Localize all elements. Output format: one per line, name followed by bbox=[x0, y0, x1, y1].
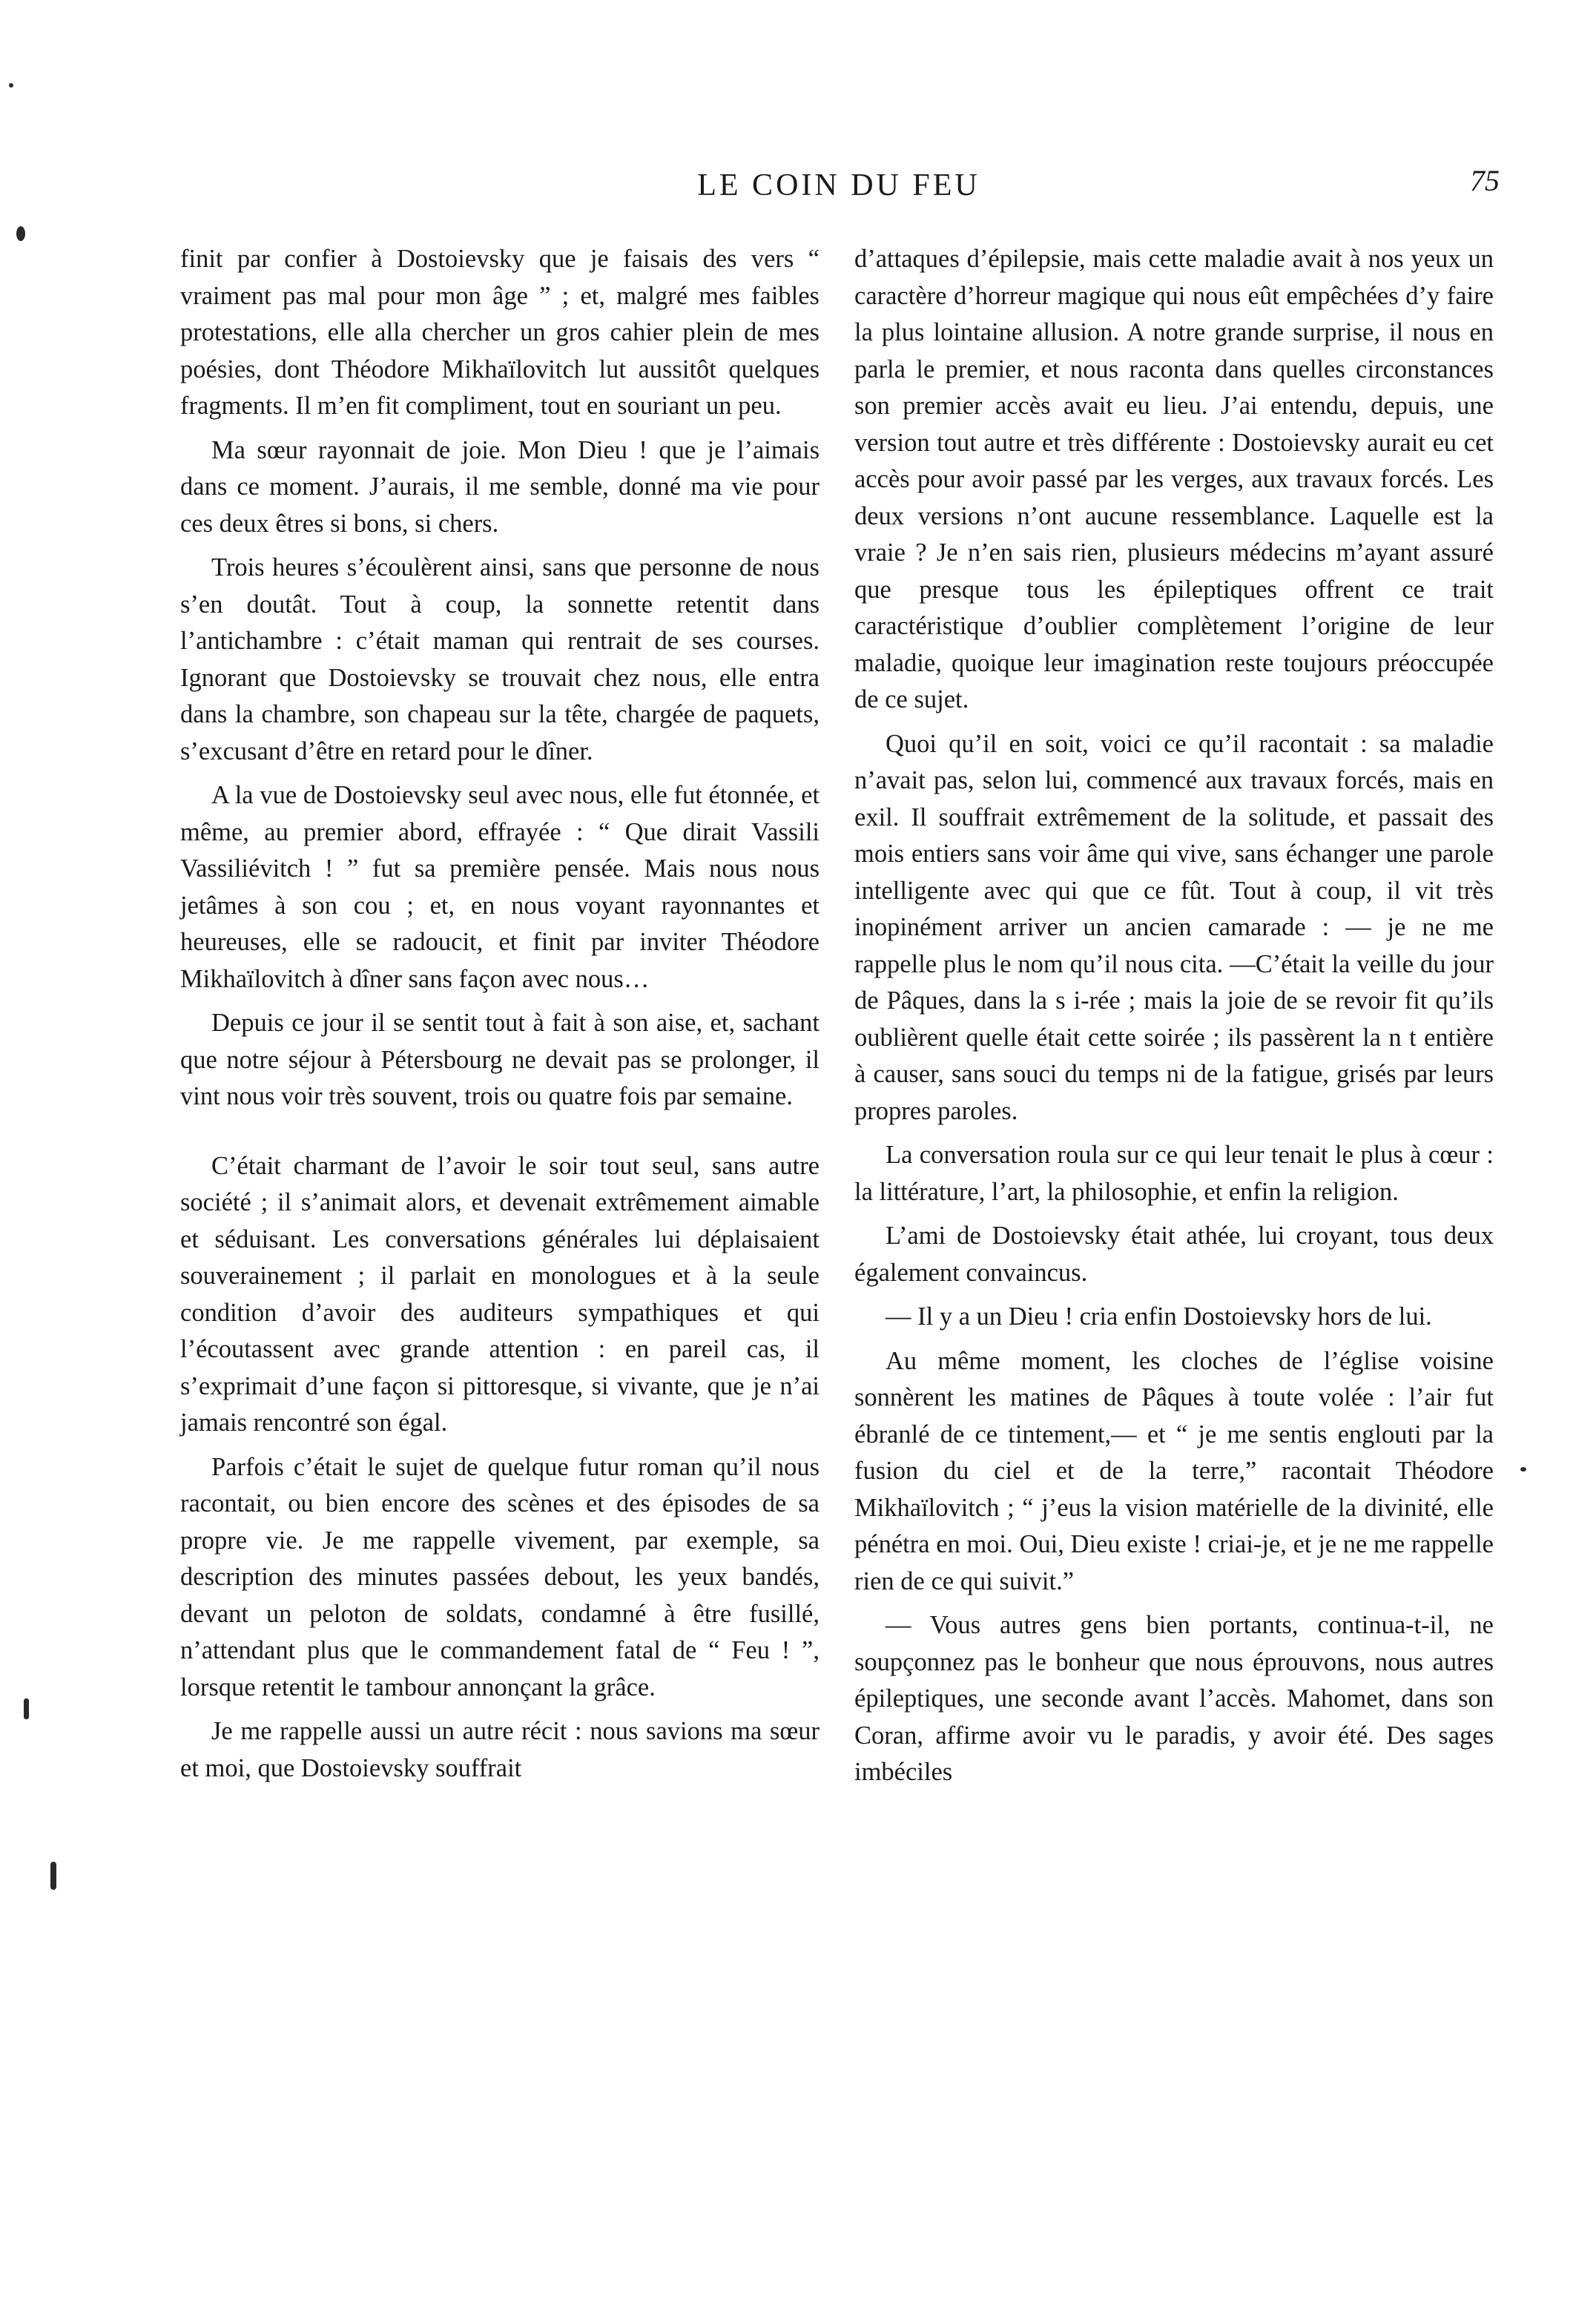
running-header bbox=[178, 164, 1500, 212]
margin-speck bbox=[24, 1698, 29, 1719]
left-column bbox=[180, 241, 820, 1787]
paragraph: Trois heures s’écoulèrent ainsi, sans que personne de nous s’en doutât. Tout à coup, la sonnette retentit dans l’antichambre : c’était maman qui rentrait de ses courses. Ignorant que Dostoievsky se trouvait chez nous, elle entra dans la chambre, son chapeau sur la tête, chargée de paquets, s’excusant d’être en retard pour le dîner. bbox=[180, 553, 820, 765]
paragraph: finit par confier à Dostoievsky que je faisais des vers “ vraiment pas mal pour mon âge ” ; et, malgré mes faibles protestations, elle alla chercher un gros cahier plein de mes poésies, dont Théodore Mikhaïlovitch lut aussitôt quelques fragments. Il m’en fit compliment, tout en souriant un peu. bbox=[180, 245, 820, 420]
margin-speck bbox=[50, 1862, 56, 1890]
paragraph: L’ami de Dostoievsky était athée, lui croyant, tous deux également convaincus. bbox=[854, 1222, 1494, 1287]
paragraph: Parfois c’était le sujet de quelque futur roman qu’il nous racontait, ou bien encore des scènes et des épisodes de sa propre vie. Je me rappelle vivement, par exemple, sa description des minutes passées debout, les yeux bandés, devant un peloton de soldats, condamné à être fusillé, n’attendant plus que le commandement fatal de “ Feu ! ”, lorsque retentit le tambour annonçant la grâce. bbox=[180, 1452, 820, 1701]
paragraph: — Vous autres gens bien portants, continua-t-il, ne soupçonnez pas le bonheur que nous éprouvons, nous autres épileptiques, une seconde avant l’accès. Mahomet, dans son Coran, affirme avoir vu le paradis, y avoir été. Des sages imbéciles bbox=[854, 1611, 1494, 1786]
running-title: LE COIN DU FEU bbox=[697, 168, 980, 202]
paragraph: Au même moment, les cloches de l’église voisine sonnèrent les matines de Pâques à toute volée : l’air fut ébranlé de ce tintement,— et “ je me sentis englouti par la fusion du ciel et de la terre,” racontait Théodore Mikhaïlovitch ; “ j’eus la vision matérielle de la divinité, elle pénétra en moi. Oui, Dieu existe ! criai-je, et je ne me rappelle rien de ce qui suivit.” bbox=[854, 1346, 1494, 1595]
margin-speck bbox=[9, 83, 13, 88]
margin-speck bbox=[1520, 1467, 1526, 1472]
paragraph: La conversation roula sur ce qui leur tenait le plus à cœur : la littérature, l’art, la philosophie, et enfin la religion. bbox=[854, 1141, 1494, 1206]
paragraph: Quoi qu’il en soit, voici ce qu’il racontait : sa maladie n’avait pas, selon lui, commencé aux travaux forcés, mais en exil. Il souffrait extrêmement de la solitude, et passait des mois entiers sans voir âme qui vive, sans échanger une parole intelligente avec qui que ce fût. Tout à coup, il vit très inopinément arriver un ancien camarade : — je ne me rappelle plus le nom qu’il nous cita. —C’était la veille du jour de Pâques, dans la s i-rée ; mais la joie de se revoir fit qu’ils oublièrent quelle était cette soirée ; ils passèrent la n t entière à causer, sans souci du temps ni de la fatigue, grisés par leurs propres paroles. bbox=[854, 729, 1494, 1125]
right-column bbox=[854, 241, 1494, 1791]
page-number: 75 bbox=[1470, 164, 1500, 197]
paragraph: C’était charmant de l’avoir le soir tout seul, sans autre société ; il s’animait alors, et devenait extrêmement aimable et séduisant. Les conversations générales lui déplaisaient souverainement ; il parlait en monologues et à la seule condition d’avoir des auditeurs sympathiques et qui l’écoutassent avec grande attention : en pareil cas, il s’exprimait d’une façon si pittoresque, si vivante, que je n’ai jamais rencontré son égal. bbox=[180, 1151, 820, 1437]
paragraph: Ma sœur rayonnait de joie. Mon Dieu ! que je l’aimais dans ce moment. J’aurais, il me semble, donné ma vie pour ces deux êtres si bons, si chers. bbox=[180, 435, 820, 538]
paragraph: A la vue de Dostoievsky seul avec nous, elle fut étonnée, et même, au premier abord, effrayée : “ Que dirait Vassili Vassiliévitch ! ” fut sa première pensée. Mais nous nous jetâmes à son cou ; et, en nous voyant rayonnantes et heureuses, elle se radoucit, et finit par inviter Théodore Mikhaïlovitch à dîner sans façon avec nous… bbox=[180, 781, 820, 993]
paragraph: Je me rappelle aussi un autre récit : nous savions ma sœur et moi, que Dostoievsky souffrait bbox=[180, 1717, 820, 1782]
margin-speck bbox=[16, 226, 25, 241]
paragraph: d’attaques d’épilepsie, mais cette maladie avait à nos yeux un caractère d’horreur magique qui nous eût empêchées d’y faire la plus lointaine allusion. A notre grande surprise, il nous en parla le premier, et nous raconta dans quelles circonstances son premier accès avait eu lieu. J’ai entendu, depuis, une version tout autre et très différente : Dostoievsky aurait eu cet accès pour avoir passé par les verges, aux travaux forcés. Les deux versions n’ont aucune ressemblance. Laquelle est la vraie ? Je n’en sais rien, plusieurs médecins m’ayant assuré que presque tous les épileptiques offrent ce trait caractéristique d’oublier complètement l’origine de leur maladie, quoique leur imagination reste toujours préoccupée de ce sujet. bbox=[854, 245, 1494, 714]
paragraph: Depuis ce jour il se sentit tout à fait à son aise, et, sachant que notre séjour à Pétersbourg ne devait pas se prolonger, il vint nous voir très souvent, trois ou quatre fois par semaine. bbox=[180, 1009, 820, 1110]
paragraph: — Il y a un Dieu ! cria enfin Dostoievsky hors de lui. bbox=[886, 1302, 1432, 1331]
